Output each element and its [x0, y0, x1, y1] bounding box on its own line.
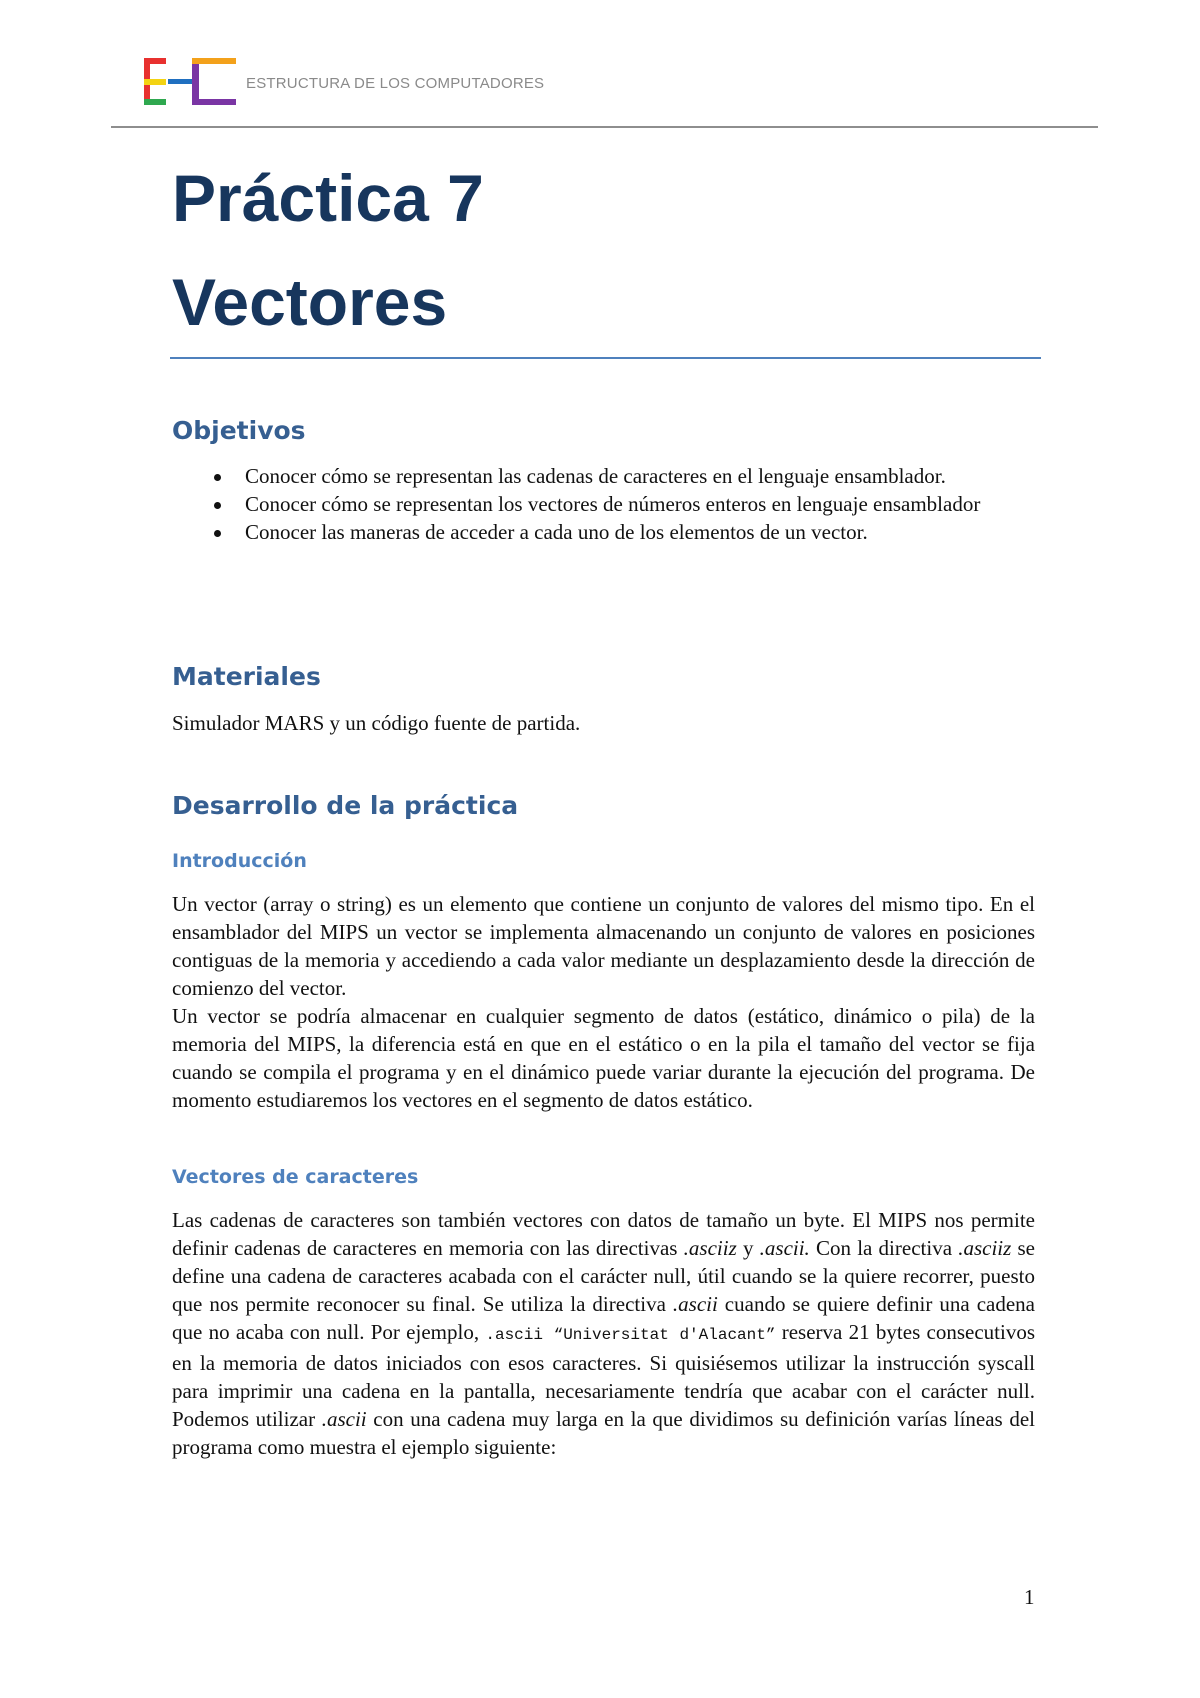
objetivos-list [172, 462, 1037, 546]
objetivos-item-text: Conocer cómo se representan los vectores de números enteros en lenguaje ensamblador [245, 492, 981, 516]
directive-ascii: .ascii [321, 1407, 367, 1431]
directive-asciiz: .asciiz [958, 1236, 1012, 1260]
directive-ascii: .ascii. [759, 1236, 810, 1260]
introduccion-paragraph-2: Un vector se podría almacenar en cualquier segmento de datos (estático, dinámico o pila) de la memoria del MIPS, la diferencia está en que en el estático o en la pila el tamaño del vector se fija cuando se compila el programa y en el dinámico puede variar durante la ejecución del programa. De momento estudiaremos los vectores en el segmento de datos estático. [172, 1004, 1035, 1112]
vectores-caracteres-heading: Vectores de caracteres [172, 1166, 419, 1188]
logo-bar-purple [192, 58, 199, 105]
directive-ascii: .ascii [672, 1292, 718, 1316]
materiales-text: Simulador MARS y un código fuente de partida. [172, 711, 581, 735]
title-line-1: Práctica 7 [172, 161, 484, 235]
objetivos-item-text: Conocer las maneras de acceder a cada uno de los elementos de un vector. [245, 520, 868, 544]
ec-logo-icon [144, 58, 236, 105]
objetivos-item-text: Conocer cómo se representan las cadenas de caracteres en el lenguaje ensamblador. [245, 464, 946, 488]
directive-asciiz: .asciiz [683, 1236, 737, 1260]
logo-bar-purple-bottom [192, 99, 236, 105]
paragraph-text: cuando se quiere definir una cadena que no acaba con null. Por ejemplo, [172, 1292, 1035, 1344]
bullet-icon [214, 474, 221, 481]
paragraph-text: con una cadena muy larga en la que dividimos su definición varías líneas del programa como muestra el ejemplo siguiente: [172, 1407, 1036, 1459]
paragraph-text: Con la directiva [809, 1236, 959, 1260]
logo-bar-red-top [144, 58, 166, 64]
header-title: ESTRUCTURA DE LOS COMPUTADORES [246, 75, 545, 92]
code-snippet: .ascii “Universitat d'Alacant” [485, 1326, 776, 1344]
logo-bar-blue [168, 79, 194, 84]
logo-bar-green [144, 99, 166, 105]
vectores-caracteres-paragraph [172, 1206, 1035, 1461]
paragraph-text: Las cadenas de caracteres son también vectores con datos de tamaño un byte. El MIPS nos permite definir cadenas de caracteres en memoria con las directivas [172, 1208, 1035, 1260]
title-line-2: Vectores [172, 265, 448, 339]
introduccion-heading: Introducción [172, 850, 307, 872]
introduccion-paragraph-1: Un vector (array o string) es un elemento que contiene un conjunto de valores del mismo tipo. En el ensamblador del MIPS un vector se implementa almacenando un conjunto de valores en posiciones contiguas de la memoria y accediendo a cada valor mediante un desplazamiento desde la dirección de comienzo del vector. [172, 892, 1035, 1000]
paragraph-text: reserva 21 bytes consecutivos en la memoria de datos iniciados con esos caracteres. Si quisiésemos utilizar la instrucción syscall para imprimir una cadena en la pantalla, necesariamente tendría que acabar con el carácter null. Podemos utilizar [172, 1320, 1035, 1431]
paragraph-text: y [736, 1236, 760, 1260]
bullet-icon [214, 530, 221, 537]
objetivos-heading: Objetivos [172, 416, 306, 445]
logo-bar-orange-top [192, 58, 236, 64]
page-number: 1 [1024, 1585, 1035, 1609]
desarrollo-heading: Desarrollo de la práctica [172, 791, 519, 820]
header-divider [111, 126, 1098, 128]
paragraph-text: se define una cadena de caracteres acabada con el carácter null, útil cuando se la quiere recorrer, puesto que nos permite reconocer su final. Se utiliza la directiva [172, 1236, 1035, 1316]
objetivos-item [172, 518, 1037, 546]
title-divider [170, 357, 1041, 359]
logo-bar-yellow [144, 79, 166, 85]
bullet-icon [214, 502, 221, 509]
objetivos-item [172, 462, 1037, 490]
materiales-heading: Materiales [172, 662, 321, 691]
objetivos-item [172, 490, 1037, 518]
